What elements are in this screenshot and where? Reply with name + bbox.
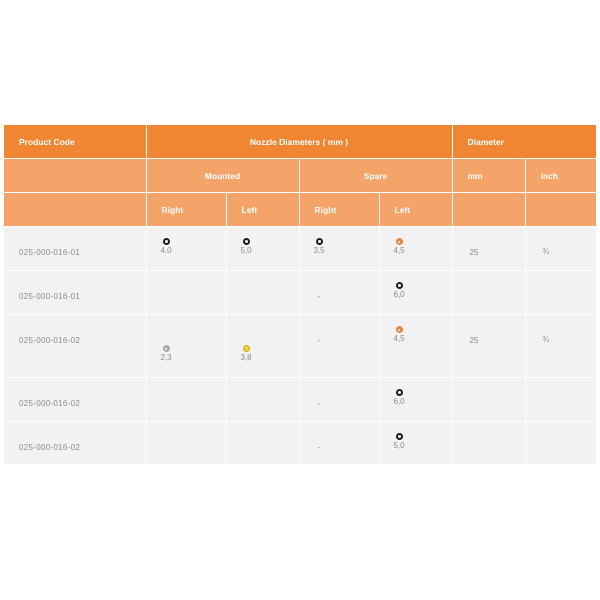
nozzle-spare-left bbox=[394, 433, 405, 450]
header-row-low bbox=[4, 193, 596, 227]
table-row bbox=[4, 315, 596, 378]
header-spare-right: Right bbox=[299, 193, 379, 227]
header-mounted-right: Right bbox=[146, 193, 226, 227]
header-mm: mm bbox=[452, 159, 525, 193]
nozzle-spare-left bbox=[394, 238, 405, 255]
nozzle-ring-icon bbox=[163, 238, 170, 245]
nozzle-value: 6,0 bbox=[393, 397, 405, 406]
nozzle-ring-icon bbox=[243, 345, 250, 352]
table-row bbox=[4, 271, 596, 315]
header-mounted-left: Left bbox=[226, 193, 299, 227]
header-row-mid bbox=[4, 159, 596, 193]
header-spare: Spare bbox=[299, 159, 452, 193]
header-blank bbox=[4, 159, 146, 193]
header-inch: inch bbox=[525, 159, 596, 193]
nozzle-value: 2,3 bbox=[160, 353, 172, 362]
nozzle-table-container bbox=[4, 125, 596, 464]
product-code-cell: 025-000-016-01 bbox=[19, 248, 81, 257]
product-code-cell: 025-000-016-02 bbox=[19, 443, 81, 452]
header-nozzle-diameters: Nozzle Diameters ( mm ) bbox=[146, 125, 452, 159]
table-row bbox=[4, 378, 596, 422]
nozzle-ring-icon bbox=[316, 238, 323, 245]
empty-value-dash: - bbox=[317, 292, 321, 301]
nozzle-spare-right bbox=[314, 238, 325, 255]
header-product-code: Product Code bbox=[4, 125, 146, 159]
nozzle-ring-icon bbox=[396, 238, 403, 245]
diameter-mm-cell: 25 bbox=[469, 336, 479, 345]
empty-value-dash: - bbox=[317, 399, 321, 408]
header-blank bbox=[525, 193, 596, 227]
nozzle-ring-icon bbox=[396, 282, 403, 289]
nozzle-spare-left bbox=[394, 282, 405, 299]
table-row bbox=[4, 227, 596, 271]
nozzle-value: 3,8 bbox=[240, 353, 252, 362]
nozzle-spare-left bbox=[394, 389, 405, 406]
header-spare-left: Left bbox=[379, 193, 452, 227]
header-diameter: Diameter bbox=[452, 125, 596, 159]
product-code-cell: 025-000-016-02 bbox=[19, 336, 81, 345]
nozzle-value: 6,0 bbox=[393, 290, 405, 299]
nozzle-ring-icon bbox=[163, 345, 170, 352]
nozzle-mounted-right bbox=[161, 238, 172, 255]
diameter-mm-cell: 25 bbox=[469, 248, 479, 257]
nozzle-value: 4,5 bbox=[393, 246, 405, 255]
nozzle-value: 5,0 bbox=[393, 441, 405, 450]
nozzle-ring-icon bbox=[396, 389, 403, 396]
nozzle-value: 4,5 bbox=[393, 334, 405, 343]
empty-value-dash: - bbox=[317, 443, 321, 452]
nozzle-ring-icon bbox=[396, 326, 403, 333]
table-body bbox=[4, 227, 596, 464]
nozzle-spare-left bbox=[394, 326, 405, 343]
nozzle-mounted-right bbox=[161, 345, 172, 362]
header-blank bbox=[452, 193, 525, 227]
diameter-inch-cell: ¾ bbox=[542, 247, 550, 256]
nozzle-ring-icon bbox=[396, 433, 403, 440]
header-row-top bbox=[4, 125, 596, 159]
nozzle-mounted-left bbox=[241, 238, 252, 255]
product-code-cell: 025-000-016-02 bbox=[19, 399, 81, 408]
header-mounted: Mounted bbox=[146, 159, 299, 193]
table-header bbox=[4, 125, 596, 227]
nozzle-ring-icon bbox=[243, 238, 250, 245]
nozzle-value: 5,0 bbox=[240, 246, 252, 255]
header-blank bbox=[4, 193, 146, 227]
product-code-cell: 025-000-016-01 bbox=[19, 292, 81, 301]
empty-value-dash: - bbox=[317, 336, 321, 345]
nozzle-value: 3,5 bbox=[313, 246, 325, 255]
nozzle-table bbox=[4, 125, 596, 464]
nozzle-mounted-left bbox=[241, 345, 252, 362]
nozzle-value: 4,0 bbox=[160, 246, 172, 255]
table-row bbox=[4, 422, 596, 464]
diameter-inch-cell: ¾ bbox=[542, 335, 550, 344]
